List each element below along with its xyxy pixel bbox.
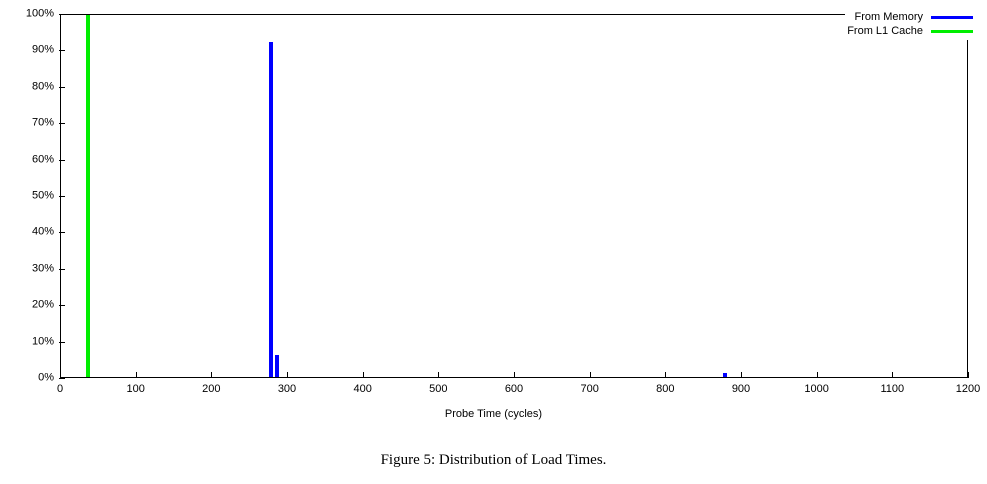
y-axis-tick-mark bbox=[59, 342, 65, 343]
x-axis-tick-mark bbox=[817, 372, 818, 378]
x-axis-tick-mark bbox=[590, 372, 591, 378]
legend-label: From Memory bbox=[854, 11, 923, 23]
y-axis-tick-label: 10% bbox=[31, 335, 54, 348]
y-axis-tick-mark bbox=[59, 269, 65, 270]
x-axis-label: Probe Time (cycles) bbox=[444, 408, 543, 420]
y-axis-tick-label: 60% bbox=[31, 153, 54, 166]
y-axis-tick-mark bbox=[59, 14, 65, 15]
x-axis-tick-label: 100 bbox=[126, 383, 145, 395]
legend-color-swatch bbox=[931, 30, 973, 33]
y-axis-tick-label: 80% bbox=[31, 80, 54, 93]
x-axis-tick-label: 400 bbox=[353, 383, 372, 395]
x-axis-tick-label: 1100 bbox=[880, 383, 905, 395]
y-axis-tick-label: 40% bbox=[31, 225, 54, 238]
x-axis-tick-label: 600 bbox=[504, 383, 524, 395]
chart-legend bbox=[845, 8, 975, 40]
chart-bar bbox=[723, 373, 727, 377]
x-axis-tick-mark bbox=[665, 372, 666, 378]
y-axis bbox=[0, 7, 54, 384]
y-axis-tick-mark bbox=[59, 378, 65, 379]
x-axis-tick-mark bbox=[211, 372, 212, 378]
y-axis-tick-label: 90% bbox=[31, 43, 54, 56]
y-axis-tick-mark bbox=[59, 160, 65, 161]
chart-bar bbox=[86, 14, 90, 377]
legend-item bbox=[847, 10, 973, 24]
y-axis-tick-mark bbox=[59, 196, 65, 197]
x-axis-tick-label: 300 bbox=[277, 383, 297, 395]
x-axis-tick-mark bbox=[741, 372, 742, 378]
y-axis-tick-label: 20% bbox=[31, 298, 54, 311]
y-axis-tick-mark bbox=[59, 123, 65, 124]
x-axis-tick-mark bbox=[438, 372, 439, 378]
legend-item bbox=[847, 24, 973, 38]
chart-bar bbox=[269, 42, 273, 377]
x-axis-tick-mark bbox=[968, 372, 969, 378]
x-axis-tick-label: 800 bbox=[656, 383, 675, 395]
x-axis-tick-label: 1200 bbox=[955, 383, 981, 395]
legend-color-swatch bbox=[931, 16, 973, 19]
x-axis-tick-label: 200 bbox=[202, 383, 221, 395]
y-axis-tick-mark bbox=[59, 305, 65, 306]
x-axis-tick-label: 500 bbox=[429, 383, 448, 395]
x-axis-tick-label: 1000 bbox=[804, 383, 829, 395]
legend-label: From L1 Cache bbox=[847, 25, 923, 37]
x-axis-tick-label: 900 bbox=[731, 383, 751, 395]
y-axis-tick-mark bbox=[59, 50, 65, 51]
y-axis-tick-mark bbox=[59, 232, 65, 233]
figure-caption: Figure 5: Distribution of Load Times. bbox=[380, 452, 607, 468]
y-axis-tick-label: 70% bbox=[31, 116, 54, 129]
chart-bar bbox=[275, 355, 279, 377]
x-axis-tick-mark bbox=[287, 372, 288, 378]
x-axis-tick-label: 700 bbox=[580, 383, 599, 395]
y-axis-tick-label: 50% bbox=[31, 189, 54, 202]
x-axis-tick-mark bbox=[363, 372, 364, 378]
y-axis-tick-label: 0% bbox=[38, 371, 54, 384]
x-axis-tick-mark bbox=[60, 372, 61, 378]
x-axis-tick-mark bbox=[136, 372, 137, 378]
x-axis-tick-mark bbox=[514, 372, 515, 378]
x-axis-tick-mark bbox=[892, 372, 893, 378]
y-axis-tick-mark bbox=[59, 87, 65, 88]
y-axis-tick-label: 100% bbox=[25, 7, 54, 20]
y-axis-tick-label: 30% bbox=[31, 262, 54, 275]
x-axis-tick-label: 0 bbox=[56, 383, 64, 395]
plot-area bbox=[60, 14, 968, 378]
